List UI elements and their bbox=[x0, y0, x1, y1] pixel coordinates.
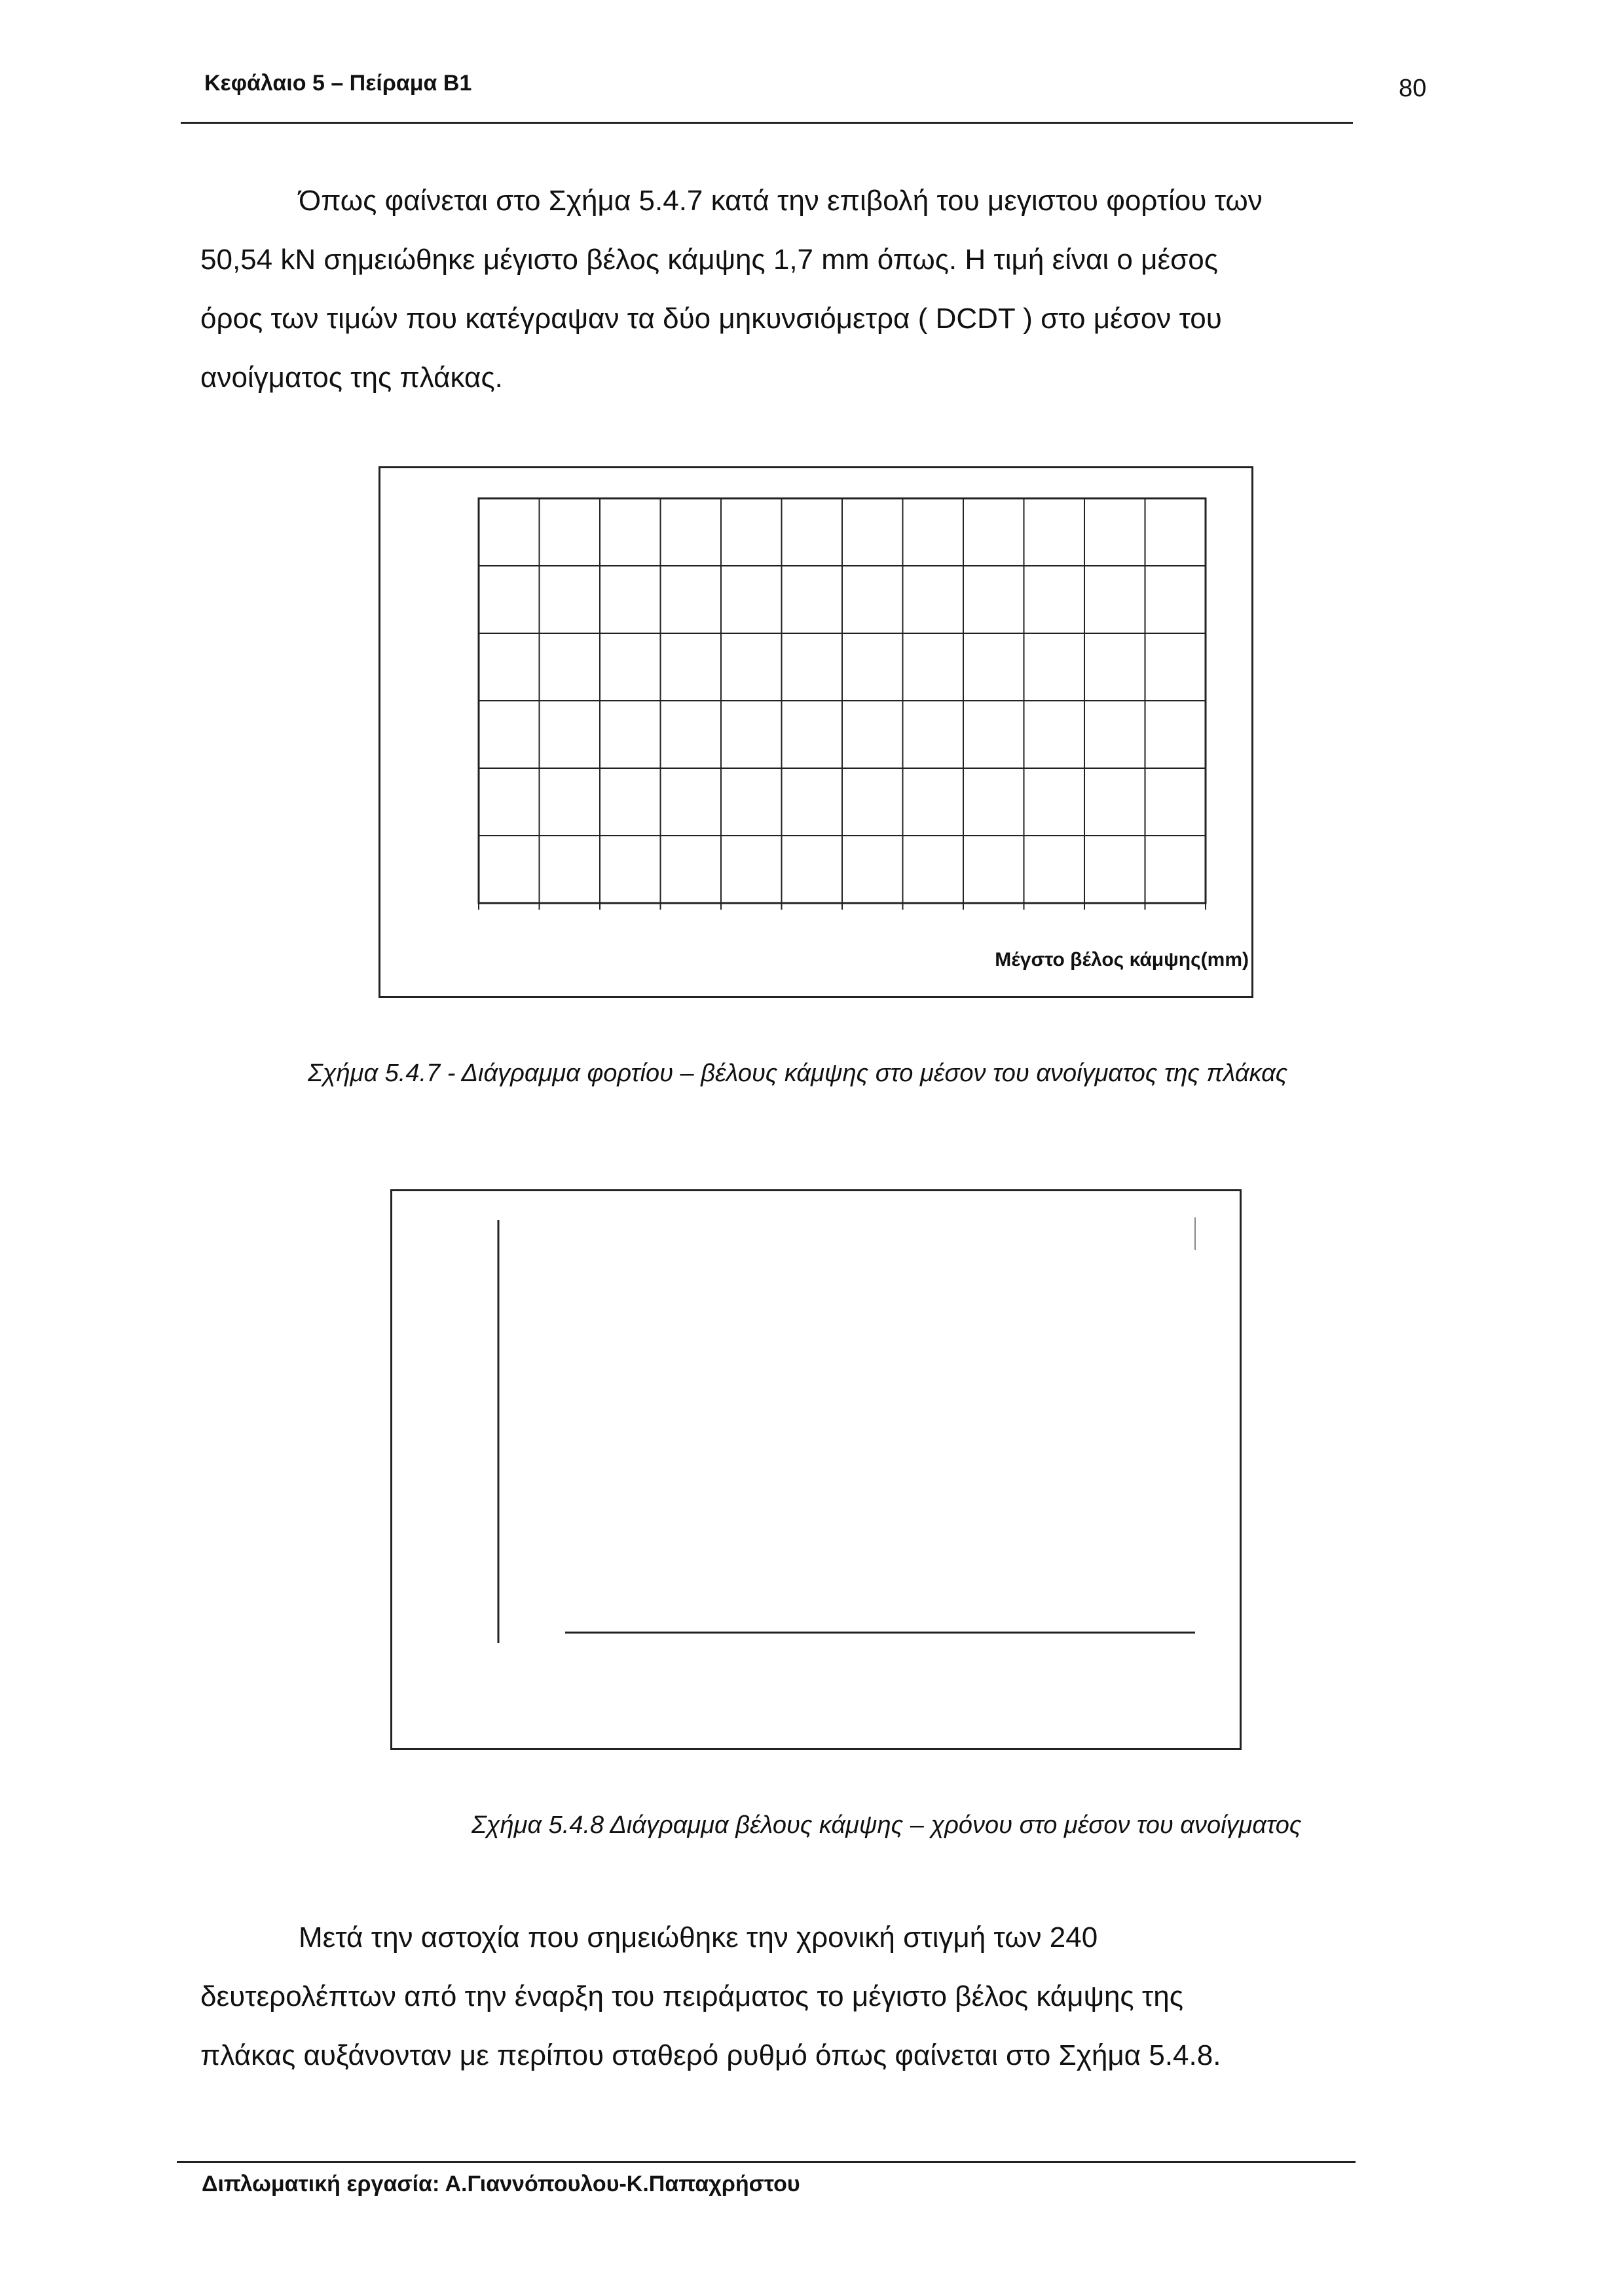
figure-caption: Σχήμα 5.4.8 Διάγραμμα βέλους κάμψης – χρόνου στο μέσον του ανοίγματος bbox=[471, 1811, 1302, 1839]
paragraph-line: όρος των τιμών που κατέγραψαν τα δύο μηκυνσιόμετρα ( DCDT ) στο μέσον του bbox=[200, 303, 1222, 335]
figure-caption: Σχήμα 5.4.7 - Διάγραμμα φορτίου – βέλους κάμψης στο μέσον του ανοίγματος της πλάκας bbox=[308, 1060, 1288, 1087]
footer-divider bbox=[177, 2161, 1356, 2163]
paragraph-after-failure bbox=[200, 1908, 1435, 2085]
paragraph-line: ανοίγματος της πλάκας. bbox=[200, 361, 503, 394]
figure-deflection-time bbox=[390, 1189, 1242, 1750]
figure-load-deflection bbox=[379, 466, 1253, 998]
paragraph-line: Μετά την αστοχία που σημειώθηκε την χρονική στιγμή των 240 bbox=[299, 1921, 1098, 1953]
paragraph-line: δευτερολέπτων από την έναρξη του πειράματος το μέγιστο βέλος κάμψης της bbox=[200, 1980, 1183, 2012]
header-divider bbox=[181, 122, 1353, 124]
footer-credit: Διπλωματική εργασία: Α.Γιαννόπουλου-Κ.Παπαχρήστου bbox=[202, 2172, 800, 2196]
paragraph-line: πλάκας αυξάνονταν με περίπου σταθερό ρυθμό όπως φαίνεται στο Σχήμα 5.4.8. bbox=[200, 2039, 1221, 2071]
series-label: Μέγστο βέλος κάμψης(mm) bbox=[995, 949, 1249, 971]
paragraph-intro bbox=[200, 172, 1435, 407]
paragraph-line: 50,54 kN σημειώθηκε μέγιστο βέλος κάμψης 1,7 mm όπως. Η τιμή είναι ο μέσος bbox=[200, 244, 1218, 276]
running-header: Κεφάλαιο 5 – Πείραμα Β1 bbox=[204, 71, 472, 96]
deflection-time-chart bbox=[392, 1191, 1240, 1748]
load-deflection-chart bbox=[380, 468, 1251, 996]
paragraph-line: Όπως φαίνεται στο Σχήμα 5.4.7 κατά την επιβολή του μεγιστου φορτίου των bbox=[299, 185, 1263, 217]
page-number: 80 bbox=[1399, 75, 1427, 102]
